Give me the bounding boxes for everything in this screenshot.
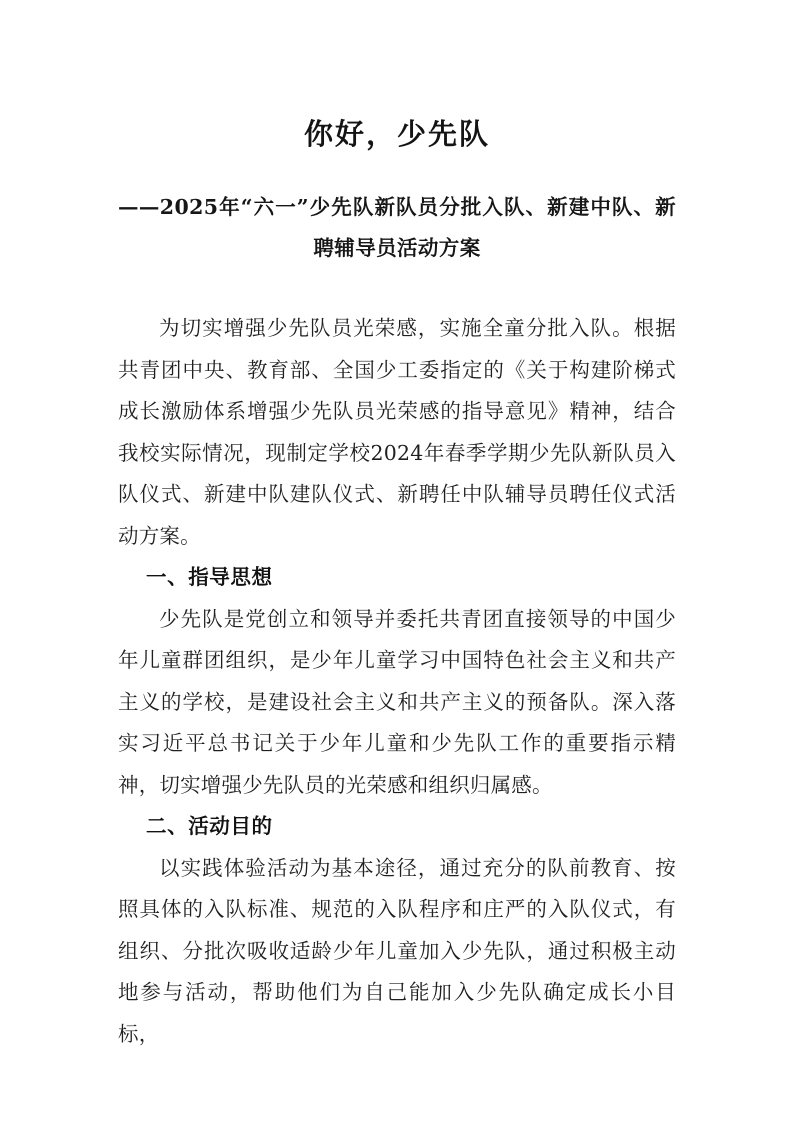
section-body-guiding-ideology: 少先队是党创立和领导并委托共青团直接领导的中国少年儿童群团组织，是少年儿童学习中国特色社会主义和共产主义的学校，是建设社会主义和共产主义的预备队。深入落实习近平总书记关于少年儿童和少先队工作的重要指示精神，切实增强少先队员的光荣感和组织归属感。	[118, 606, 676, 797]
document-text-column	[118, 0, 676, 1055]
intro-paragraph: 为切实增强少先队员光荣感，实施全童分批入队。根据共青团中央、教育部、全国少工委指定的《关于构建阶梯式成长激励体系增强少先队员光荣感的指导意见》精神，结合我校实际情况，现制定学校2024年春季学期少先队新队员入队仪式、新建中队建队仪式、新聘任中队辅导员聘任仪式活动方案。	[118, 316, 676, 548]
section-body-activity-purpose: 以实践体验活动为基本途径，通过充分的队前教育、按照具体的入队标准、规范的入队程序和庄严的入队仪式，有组织、分批次吸收适龄少年儿童加入少先队，通过积极主动地参与活动，帮助他们为自己能加入少先队确定成长小目标，	[118, 855, 676, 1046]
page-title: 你好，少先队	[303, 117, 490, 151]
section-heading-activity-purpose: 二、活动目的	[146, 814, 273, 838]
document-subtitle: ——2025年“六一”少先队新队员分批入队、新建中队、新聘辅导员活动方案	[118, 195, 676, 260]
section-heading-guiding-ideology: 一、指导思想	[146, 565, 273, 589]
